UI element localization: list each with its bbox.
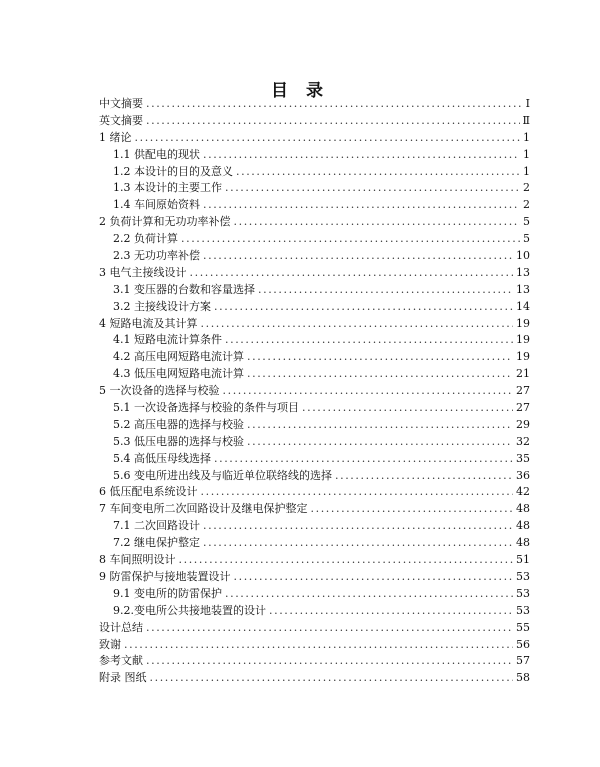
toc-entry [99, 366, 530, 383]
toc-entry-page: 13 [516, 282, 530, 296]
toc-entry [99, 197, 530, 214]
toc-entry-label: 3.2 主接线设计方案 [113, 299, 211, 313]
toc-entry-page: 10 [516, 249, 530, 263]
toc-entry [99, 113, 530, 130]
toc-dot-leader [234, 569, 514, 586]
toc-entry-page: 48 [516, 536, 530, 550]
toc-entry-page: 1 [523, 147, 530, 161]
toc-entry [99, 620, 530, 637]
toc-entry-label: 3.1 变压器的台数和容量选择 [113, 282, 255, 296]
toc-entry [99, 468, 530, 485]
toc-entry-page: 13 [516, 265, 530, 279]
toc-entry [99, 637, 530, 654]
toc-entry-page: 1 [523, 164, 530, 178]
toc-entry-page: 57 [516, 654, 530, 668]
toc-entry-label: 1.1 供配电的现状 [113, 147, 200, 161]
toc-entry-label: 5 一次设备的选择与校验 [99, 384, 220, 398]
toc-dot-leader [146, 620, 513, 637]
toc-dot-leader [181, 231, 520, 248]
toc-dot-leader [201, 316, 514, 333]
toc-entry [99, 586, 530, 603]
toc-entry-page: 29 [516, 417, 530, 431]
toc-dot-leader [225, 180, 520, 197]
toc-entry-label: 致谢 [99, 637, 121, 651]
toc-dot-leader [247, 349, 513, 366]
toc-entry-page: 14 [516, 299, 530, 313]
toc-dot-leader [203, 518, 513, 535]
toc-entry [99, 552, 530, 569]
toc-dot-leader [247, 417, 513, 434]
toc-entry-page: 21 [516, 367, 530, 381]
toc-dot-leader [203, 535, 513, 552]
toc-entry-label: 4.3 低压电网短路电流计算 [113, 367, 244, 381]
toc-entry [99, 231, 530, 248]
toc-entry-page: 2 [523, 181, 530, 195]
toc-entry-label: 2.2 负荷计算 [113, 232, 178, 246]
toc-entry-page: 58 [516, 671, 530, 685]
toc-dot-leader [258, 282, 513, 299]
toc-entry-label: 2 负荷计算和无功功率补偿 [99, 215, 231, 229]
toc-entry-page: 1 [523, 130, 530, 144]
toc-dot-leader [201, 484, 514, 501]
toc-dot-leader [146, 653, 513, 670]
toc-entry-page: 2 [523, 198, 530, 212]
toc-entry [99, 603, 530, 620]
toc-entry-label: 5.4 高低压母线选择 [113, 451, 211, 465]
toc-entry-label: 5.3 低压电器的选择与校验 [113, 434, 244, 448]
toc-entry [99, 164, 530, 181]
toc-entry-page: 32 [516, 434, 530, 448]
toc-dot-leader [190, 265, 514, 282]
toc-entry-page: 53 [516, 586, 530, 600]
toc-dot-leader [179, 552, 514, 569]
toc-entry [99, 434, 530, 451]
toc-dot-leader [225, 332, 513, 349]
toc-dot-leader [214, 451, 513, 468]
toc-entry [99, 265, 530, 282]
toc-dot-leader [203, 147, 520, 164]
toc-dot-leader [124, 637, 513, 654]
toc-entry [99, 299, 530, 316]
toc-entry-page: 48 [516, 502, 530, 516]
toc-entry-label: 5.2 高压电器的选择与校验 [113, 417, 244, 431]
toc-entry-page: 5 [523, 232, 530, 246]
toc-entry-label: 7 车间变电所二次回路设计及继电保护整定 [99, 502, 308, 516]
toc-entry-label: 参考文献 [99, 654, 143, 668]
toc-entry-label: 7.1 二次回路设计 [113, 519, 200, 533]
toc-entry-label: 5.6 变电所进出线及与临近单位联络线的选择 [113, 468, 332, 482]
toc-entry-label: 7.2 继电保护整定 [113, 536, 200, 550]
toc-entry-label: 9.2.变电所公共接地装置的设计 [113, 603, 266, 617]
toc-entry-label: 1.3 本设计的主要工作 [113, 181, 222, 195]
toc-entry-page: 27 [516, 384, 530, 398]
toc-entry [99, 518, 530, 535]
toc-entry-label: 英文摘要 [99, 113, 143, 127]
toc-entry-label: 9 防雷保护与接地装置设计 [99, 569, 231, 583]
toc-dot-leader [335, 468, 513, 485]
toc-entry-page: 19 [516, 333, 530, 347]
toc-entry-label: 4.1 短路电流计算条件 [113, 333, 222, 347]
toc-entry-page: 53 [516, 569, 530, 583]
toc-entry-label: 8 车间照明设计 [99, 553, 176, 567]
table-of-contents [99, 96, 530, 687]
toc-entry [99, 147, 530, 164]
toc-entry-label: 4.2 高压电网短路电流计算 [113, 350, 244, 364]
toc-entry-label: 6 低压配电系统设计 [99, 485, 198, 499]
toc-entry-page: 36 [516, 468, 530, 482]
toc-entry-page: 55 [516, 620, 530, 634]
toc-dot-leader [269, 603, 513, 620]
toc-entry-page: 27 [516, 401, 530, 415]
toc-entry-page: 5 [523, 215, 530, 229]
toc-entry [99, 383, 530, 400]
toc-entry-label: 1.2 本设计的目的及意义 [113, 164, 233, 178]
toc-entry-page: 19 [516, 316, 530, 330]
toc-entry-page: Ⅰ [525, 97, 530, 110]
toc-entry-page: 42 [516, 485, 530, 499]
toc-dot-leader [223, 383, 514, 400]
toc-entry [99, 670, 530, 687]
toc-dot-leader [203, 248, 513, 265]
toc-entry [99, 569, 530, 586]
toc-entry-label: 中文摘要 [99, 97, 143, 110]
toc-entry-label: 5.1 一次设备选择与校验的条件与项目 [113, 401, 299, 415]
toc-entry [99, 653, 530, 670]
toc-entry-label: 3 电气主接线设计 [99, 265, 187, 279]
toc-entry-page: 19 [516, 350, 530, 364]
toc-dot-leader [146, 96, 523, 113]
toc-entry [99, 484, 530, 501]
toc-entry-label: 2.3 无功功率补偿 [113, 249, 200, 263]
toc-dot-leader [146, 113, 520, 130]
page-title: 目 录 [271, 81, 329, 101]
toc-entry [99, 417, 530, 434]
toc-entry-label: 1.4 车间原始资料 [113, 198, 200, 212]
toc-entry [99, 400, 530, 417]
toc-dot-leader [150, 670, 514, 687]
toc-dot-leader [225, 586, 513, 603]
toc-entry [99, 180, 530, 197]
toc-entry-label: 设计总结 [99, 620, 143, 634]
toc-dot-leader [247, 366, 513, 383]
toc-entry [99, 282, 530, 299]
toc-dot-leader [311, 501, 514, 518]
toc-dot-leader [135, 130, 521, 147]
toc-entry [99, 214, 530, 231]
toc-entry-label: 4 短路电流及其计算 [99, 316, 198, 330]
toc-entry-page: 51 [516, 553, 530, 567]
toc-entry-label: 附录 图纸 [99, 671, 147, 685]
toc-dot-leader [214, 299, 513, 316]
toc-dot-leader [203, 197, 520, 214]
toc-entry [99, 248, 530, 265]
toc-entry-label: 1 绪论 [99, 130, 132, 144]
toc-dot-leader [247, 434, 513, 451]
toc-dot-leader [236, 164, 520, 181]
toc-entry [99, 535, 530, 552]
toc-entry [99, 316, 530, 333]
toc-entry-page: Ⅱ [522, 113, 530, 127]
toc-entry [99, 349, 530, 366]
toc-dot-leader [234, 214, 521, 231]
toc-entry [99, 130, 530, 147]
toc-entry [99, 501, 530, 518]
toc-entry [99, 451, 530, 468]
toc-entry-page: 56 [516, 637, 530, 651]
toc-entry-page: 53 [516, 603, 530, 617]
toc-entry-label: 9.1 变电所的防雷保护 [113, 586, 222, 600]
toc-dot-leader [302, 400, 513, 417]
toc-entry [99, 96, 530, 113]
toc-entry-page: 35 [516, 451, 530, 465]
toc-entry-page: 48 [516, 519, 530, 533]
toc-entry [99, 332, 530, 349]
